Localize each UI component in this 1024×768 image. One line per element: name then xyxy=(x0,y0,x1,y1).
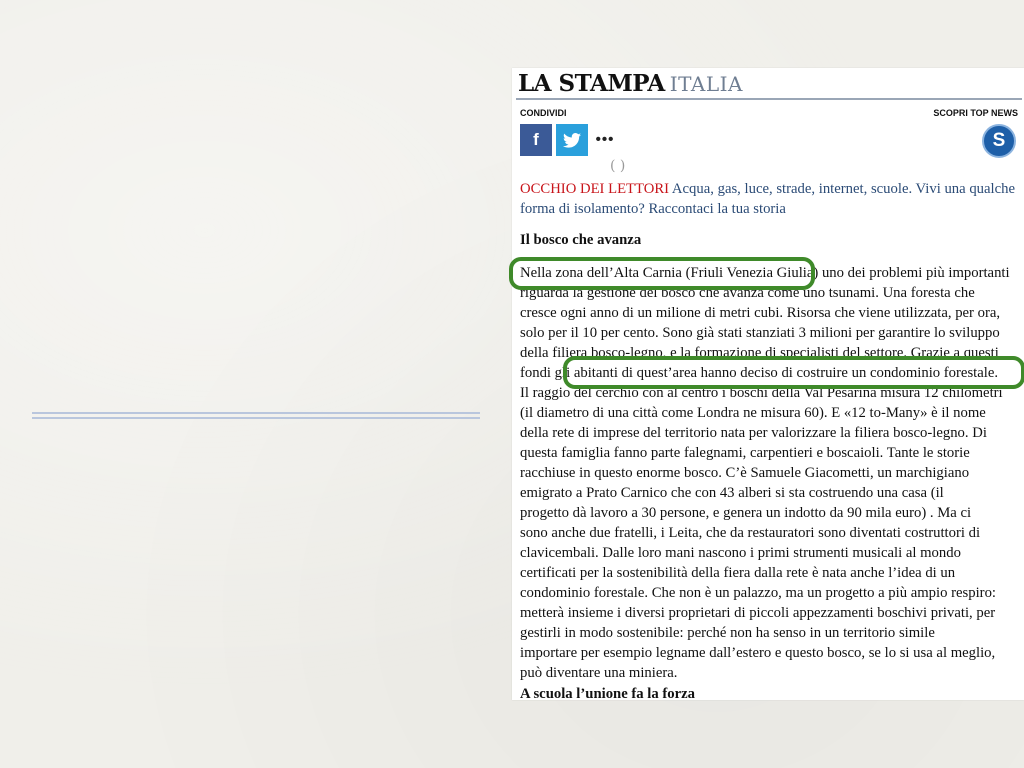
slide-divider-line xyxy=(32,412,480,414)
lead-link-line[interactable]: Acqua, gas, luce, strade, internet, scuole. Vivi una qualche xyxy=(671,181,1015,197)
body-line: Nella zona dell’Alta Carnia (Friuli Venezia Giulia) uno dei problemi più importanti xyxy=(520,265,1010,281)
body-line: (il diametro di una città come Londra ne misura 60). E «12 to-Many» è il nome xyxy=(520,405,986,421)
newspaper-clipping xyxy=(512,68,1024,700)
s-logo-icon: S xyxy=(992,130,1006,151)
body-line: importare per esempio legname dall’estero e questo bosco, se lo si usa al meglio, xyxy=(520,645,996,661)
twitter-share-button[interactable] xyxy=(556,124,588,156)
top-news-logo-button[interactable] xyxy=(982,124,1016,158)
body-line: sono anche due fratelli, i Leita, che da restauratori sono diventati costruttori di xyxy=(520,525,981,541)
lead-link-line[interactable]: forma di isolamento? Raccontaci la tua storia xyxy=(520,201,786,217)
slide-divider-line xyxy=(32,417,480,419)
masthead-divider xyxy=(516,98,1022,100)
section-heading: Il bosco che avanza xyxy=(520,232,642,248)
top-news-label: SCOPRI TOP NEWS xyxy=(933,108,1018,118)
twitter-icon xyxy=(563,133,581,148)
body-line: solo per il 10 per cento. Sono già stati stanziati 3 milioni per garantire lo sviluppo xyxy=(520,325,1000,341)
more-icon: ••• xyxy=(595,130,615,148)
body-line: fondi gli abitanti di quest’area hanno deciso di costruire un condominio forestale. xyxy=(520,365,999,381)
lead-label[interactable]: OCCHIO DEI LETTORI xyxy=(520,181,670,197)
body-line: può diventare una miniera. xyxy=(520,665,678,681)
body-line: racchiuse in questo enorme bosco. C’è Samuele Giacometti, un marchigiano xyxy=(520,465,970,481)
section-heading: A scuola l’unione fa la forza xyxy=(520,686,696,700)
body-line: progetto dà lavoro a 30 persone, e genera un indotto da 90 mila euro) . Ma ci xyxy=(520,505,972,521)
body-line: della filiera bosco-legno, e la formazione di specialisti del settore. Grazie a questi xyxy=(520,345,999,361)
more-share-options-button[interactable] xyxy=(592,126,618,152)
facebook-icon: f xyxy=(533,130,539,149)
body-line: questa famiglia fanno parte falegnami, carpentieri e boscaioli. Tante le storie xyxy=(520,445,970,461)
body-line: gestirli in modo sostenibile: perché non ha senso in un territorio simile xyxy=(520,625,935,641)
body-line: della rete di imprese del territorio nata per valorizzare la filiera bosco-legno. Di xyxy=(520,425,987,441)
body-line: riguarda la gestione del bosco che avanza come uno tsunami. Una foresta che xyxy=(520,285,975,301)
masthead xyxy=(518,70,743,97)
body-line: certificati per la sostenibilità della fiera dalla rete è nata anche l’idea di un xyxy=(520,565,956,581)
body-line: metterà insieme i diversi proprietari di piccoli appezzamenti boschivi privati, per xyxy=(520,605,996,621)
article-body xyxy=(520,263,1024,683)
masthead-section: ITALIA xyxy=(669,72,743,96)
body-line: condominio forestale. Che non è un palazzo, ma un progetto a più ampio respiro: xyxy=(520,585,996,601)
cropped-text-fragment: ( ) xyxy=(610,158,626,174)
body-line: emigrato a Prato Carnico che con 43 alberi si sta costruendo una casa (il xyxy=(520,485,944,501)
body-line: cresce ogni anno di un milione di metri cubi. Risorsa che viene utilizzata, per ora, xyxy=(520,305,1001,321)
lead-paragraph xyxy=(520,179,1020,219)
share-label: CONDIVIDI xyxy=(520,108,567,118)
body-line: clavicembali. Dalle loro mani nascono i primi strumenti musicali al mondo xyxy=(520,545,961,561)
body-line: Il raggio del cerchio con al centro i boschi della Val Pesarina misura 12 chilometri xyxy=(520,385,1003,401)
facebook-share-button[interactable] xyxy=(520,124,552,156)
masthead-name: LA STAMPA xyxy=(518,70,665,97)
